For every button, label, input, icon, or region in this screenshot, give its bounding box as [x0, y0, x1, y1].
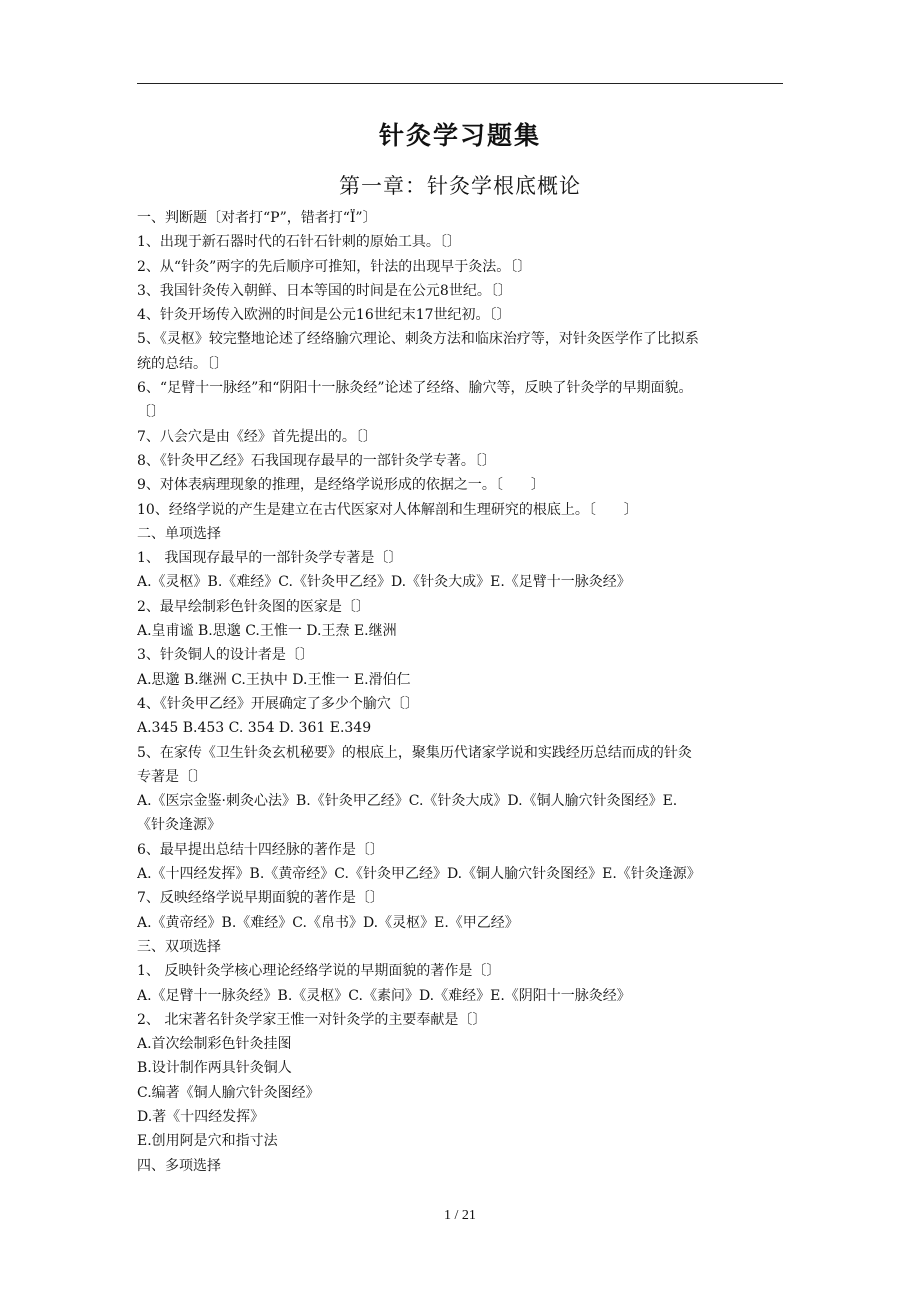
question-line: 4、《针灸甲乙经》开展确定了多少个腧穴〔〕 [137, 695, 419, 712]
chapter-title: 第一章：针灸学根底概论 [339, 174, 581, 198]
section-heading: 二、单项选择 [137, 525, 221, 542]
options-line: E.创用阿是穴和指寸法 [137, 1133, 278, 1150]
options-line: A.皇甫谧 B.思邈 C.王惟一 D.王焘 E.继洲 [137, 623, 397, 640]
question-line: 6、“足臂十一脉经”和“阴阳十一脉灸经”论述了经络、腧穴等，反映了针灸学的早期面貌。 [137, 380, 693, 397]
options-line: 《针灸逢源》 [137, 817, 221, 834]
section-heading: 三、双项选择 [137, 938, 221, 955]
question-line: 1、 反映针灸学核心理论经络学说的早期面貌的著作是〔〕 [137, 963, 501, 980]
question-line: 2、从“针灸”两字的先后顺序可推知，针法的出现早于灸法。〔〕 [137, 258, 532, 275]
question-line: 7、反映经络学说早期面貌的著作是〔〕 [137, 890, 384, 907]
question-line: 1、 我国现存最早的一部针灸学专著是〔〕 [137, 550, 403, 567]
options-line: D.著《十四经发挥》 [137, 1108, 265, 1125]
options-line: A.《灵枢》B.《难经》C.《针灸甲乙经》D.《针灸大成》E.《足臂十一脉灸经》 [137, 574, 631, 591]
question-line: 3、我国针灸传入朝鲜、日本等国的时间是在公元8世纪。〔〕 [137, 282, 512, 299]
header-rule [137, 83, 783, 84]
question-line: 7、八会穴是由《经》首先提出的。〔〕 [137, 428, 377, 445]
document-title: 针灸学习题集 [378, 121, 541, 150]
options-line: A.首次绘制彩色针灸挂图 [137, 1036, 292, 1053]
question-line: 统的总结。〔〕 [137, 355, 228, 372]
question-line: 2、 北宋著名针灸学家王惟一对针灸学的主要奉献是〔〕 [137, 1011, 487, 1028]
question-line: 9、对体表病理现象的推理，是经络学说形成的依据之一。〔 〕 [137, 477, 545, 494]
question-line: 5、《灵枢》较完整地论述了经络腧穴理论、刺灸方法和临床治疗等，对针灸医学作了比拟系 [137, 331, 699, 348]
question-line: 8、《针灸甲乙经》石我国现存最早的一部针灸学专著。〔〕 [137, 452, 496, 469]
question-line: 1、出现于新石器时代的石针石针刺的原始工具。〔〕 [137, 234, 461, 251]
question-line: 4、针灸开场传入欧洲的时间是公元16世纪末17世纪初。〔〕 [137, 307, 511, 324]
options-line: B.设计制作两具针灸铜人 [137, 1060, 292, 1077]
document-body [137, 206, 787, 1178]
section-heading: 四、多项选择 [137, 1157, 221, 1174]
question-line: 6、最早提出总结十四经脉的著作是〔〕 [137, 841, 384, 858]
options-line: A.思邈 B.继洲 C.王执中 D.王惟一 E.滑伯仁 [137, 671, 411, 688]
options-line: A.《足臂十一脉灸经》B.《灵枢》C.《素问》D.《难经》E.《阴阳十一脉灸经》 [137, 987, 631, 1004]
options-line: A.《十四经发挥》B.《黄帝经》C.《针灸甲乙经》D.《铜人腧穴针灸图经》E.《针灸逢源》 [137, 866, 701, 883]
page-number: 1 / 21 [444, 1208, 476, 1223]
options-line: C.编著《铜人腧穴针灸图经》 [137, 1084, 320, 1101]
question-line: 5、在家传《卫生针灸玄机秘要》的根底上，聚集历代诸家学说和实践经历总结而成的针灸 [137, 744, 692, 761]
options-line: A.345 B.453 C. 354 D. 361 E.349 [137, 720, 372, 737]
question-line: 2、最早绘制彩色针灸图的医家是〔〕 [137, 598, 370, 615]
options-line: A.《医宗金鉴·刺灸心法》B.《针灸甲乙经》C.《针灸大成》D.《铜人腧穴针灸图经》E. [137, 793, 678, 810]
question-line: 〔〕 [137, 404, 165, 421]
options-line: A.《黄帝经》B.《难经》C.《帛书》D.《灵枢》E.《甲乙经》 [137, 914, 519, 931]
question-line: 3、针灸铜人的设计者是〔〕 [137, 647, 314, 664]
question-line: 10、经络学说的产生是建立在古代医家对人体解剖和生理研究的根底上。〔 〕 [137, 501, 638, 518]
question-line: 专著是〔〕 [137, 768, 207, 785]
section-heading: 一、判断题〔对者打“P”，错者打“Ï”〕 [137, 210, 377, 226]
